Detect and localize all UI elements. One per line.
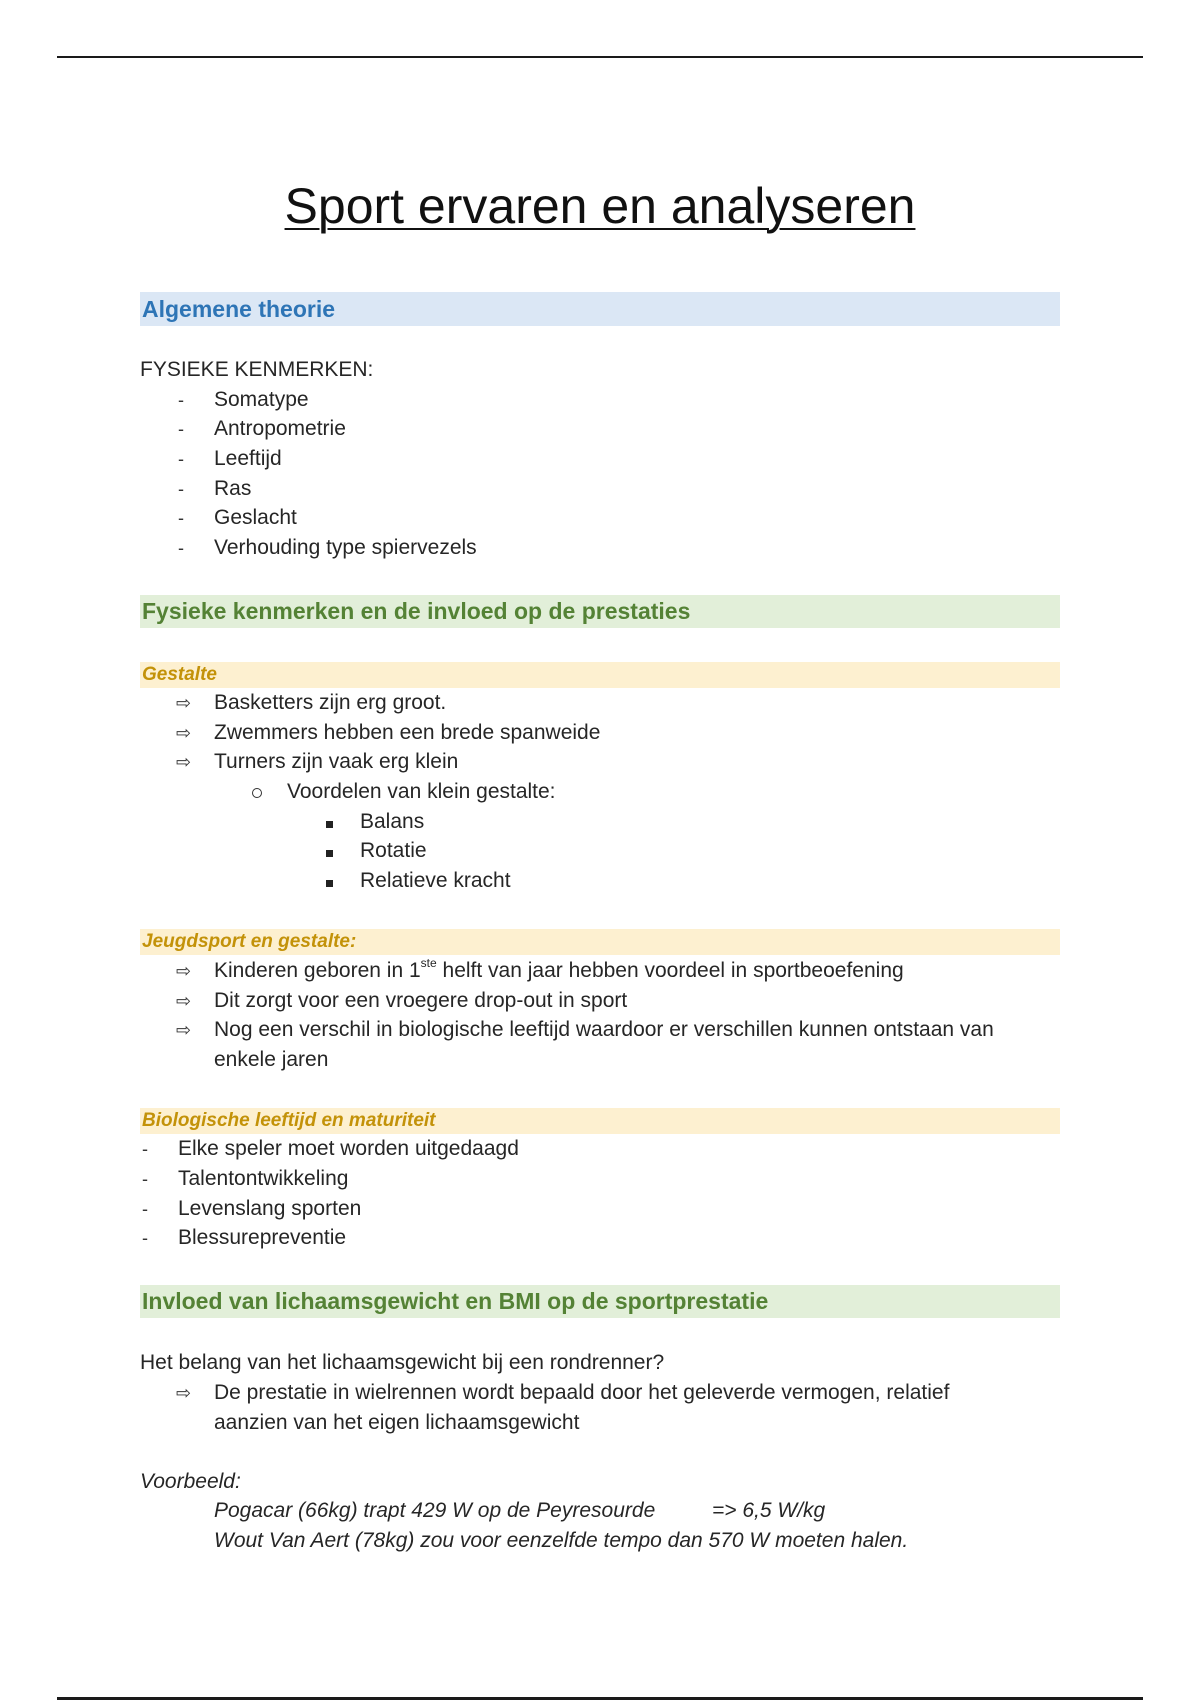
arrow-item: Dit zorgt voor een vroegere drop-out in sport <box>214 989 628 1012</box>
subsub-item: Balans <box>360 810 425 833</box>
example-result: => 6,5 W/kg <box>712 1499 826 1522</box>
dash-bullet: - <box>178 508 184 528</box>
dash-bullet: - <box>142 1169 148 1189</box>
list-item: Leeftijd <box>214 447 282 470</box>
subheading-biologische-leeftijd: Biologische leeftijd en maturiteit <box>140 1108 1060 1134</box>
dash-bullet: - <box>142 1228 148 1248</box>
page-title: Sport ervaren en analyseren <box>284 178 916 234</box>
arrow-item-text: helft van jaar hebben voordeel in sportbeoefening <box>436 959 904 982</box>
square-bullet-icon <box>326 809 333 835</box>
list-item: Ras <box>214 477 252 500</box>
arrow-item: Basketters zijn erg groot. <box>214 691 447 714</box>
list-item: Levenslang sporten <box>178 1197 362 1220</box>
circle-bullet-icon <box>252 779 262 805</box>
subsub-item: Rotatie <box>360 839 427 862</box>
arrow-item <box>214 958 904 984</box>
dash-bullet: - <box>142 1139 148 1159</box>
top-rule <box>57 56 1143 58</box>
example-label: Voorbeeld: <box>140 1470 241 1493</box>
example-line: Wout Van Aert (78kg) zou voor eenzelfde tempo dan 570 W moeten halen. <box>214 1529 909 1552</box>
arrow-bullet-icon: ⇨ <box>176 752 192 772</box>
subheading-gestalte: Gestalte <box>140 662 1060 688</box>
arrow-item: Zwemmers hebben een brede spanweide <box>214 721 601 744</box>
arrow-bullet-icon: ⇨ <box>176 991 192 1011</box>
dash-bullet: - <box>178 538 184 558</box>
list-item: Verhouding type spiervezels <box>214 536 477 559</box>
square-bullet-icon <box>326 838 333 864</box>
heading-lichaamsgewicht: Invloed van lichaamsgewicht en BMI op de sportprestatie <box>140 1285 1060 1318</box>
sub-item: Voordelen van klein gestalte: <box>287 780 556 803</box>
subsub-item: Relatieve kracht <box>360 869 511 892</box>
question-text: Het belang van het lichaamsgewicht bij een rondrenner? <box>140 1351 665 1374</box>
arrow-bullet-icon: ⇨ <box>176 723 192 743</box>
dash-bullet: - <box>178 479 184 499</box>
arrow-item: Nog een verschil in biologische leeftijd waardoor er verschillen kunnen ontstaan van <box>214 1018 994 1041</box>
list-item: Antropometrie <box>214 417 346 440</box>
list-item: Geslacht <box>214 506 297 529</box>
dash-bullet: - <box>178 449 184 469</box>
intro-fysieke-kenmerken: FYSIEKE KENMERKEN: <box>140 358 374 381</box>
list-item: Elke speler moet worden uitgedaagd <box>178 1137 519 1160</box>
dash-bullet: - <box>178 419 184 439</box>
arrow-item: Turners zijn vaak erg klein <box>214 750 459 773</box>
arrow-bullet-icon: ⇨ <box>176 961 192 981</box>
arrow-bullet-icon: ⇨ <box>176 693 192 713</box>
heading-algemene-theorie: Algemene theorie <box>140 292 1060 326</box>
arrow-bullet-icon: ⇨ <box>176 1020 192 1040</box>
dash-bullet: - <box>178 390 184 410</box>
square-bullet-icon <box>326 868 333 894</box>
example-line: Pogacar (66kg) trapt 429 W op de Peyresourde <box>214 1499 656 1522</box>
heading-fysieke-kenmerken: Fysieke kenmerken en de invloed op de prestaties <box>140 595 1060 628</box>
arrow-bullet-icon: ⇨ <box>176 1383 192 1403</box>
arrow-item: De prestatie in wielrennen wordt bepaald door het geleverde vermogen, relatief <box>214 1381 950 1404</box>
superscript-ste: ste <box>420 956 437 970</box>
dash-bullet: - <box>142 1199 148 1219</box>
arrow-item-continuation: aanzien van het eigen lichaamsgewicht <box>214 1411 580 1434</box>
subheading-jeugdsport: Jeugdsport en gestalte: <box>140 929 1060 955</box>
arrow-item-continuation: enkele jaren <box>214 1048 329 1071</box>
list-item: Blessurepreventie <box>178 1226 347 1249</box>
arrow-item-text: Kinderen geboren in 1 <box>214 959 421 982</box>
list-item: Talentontwikkeling <box>178 1167 349 1190</box>
list-item: Somatype <box>214 388 309 411</box>
